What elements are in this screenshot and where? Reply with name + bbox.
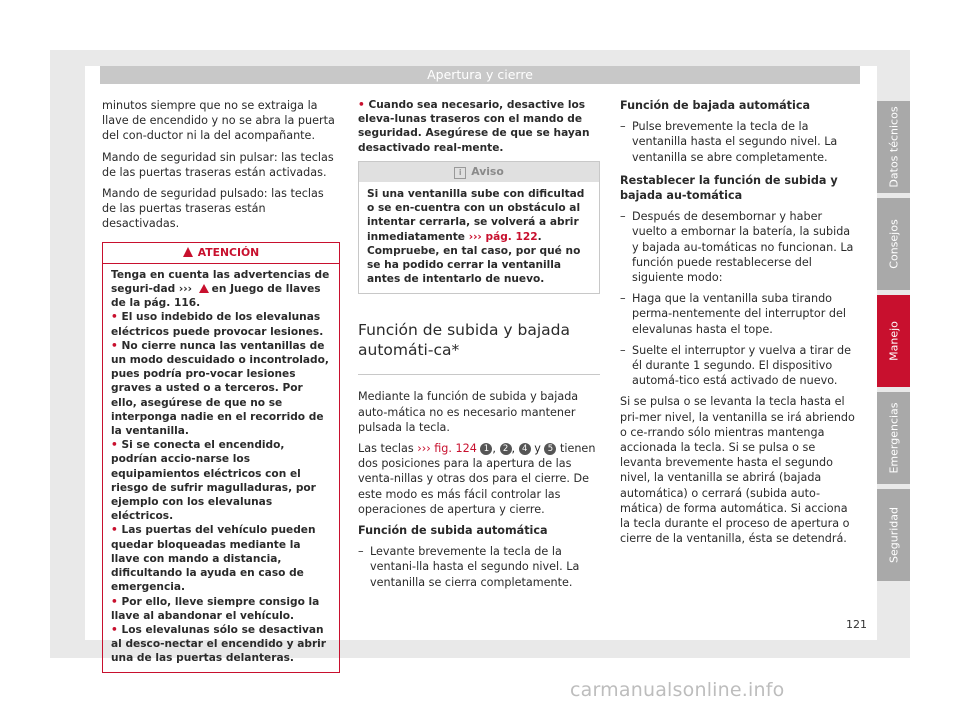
subheading: Restablecer la función de subida y bajada au-tomática — [620, 173, 838, 203]
warning-intro-link[interactable]: en Juego de llaves de la pág. 116. — [111, 283, 321, 310]
warning-item — [111, 623, 331, 666]
page-header: Apertura y cierre — [100, 66, 860, 84]
page-reference-link[interactable]: ››› pág. 122 — [468, 230, 538, 243]
separator: , — [492, 442, 496, 456]
note-header — [359, 162, 599, 182]
column-3 — [620, 98, 860, 552]
subheading: Función de bajada automática — [620, 99, 811, 112]
note-body — [359, 182, 599, 293]
warning-item-text: Por ello, lleve siempre consigo la llave al abandonar el vehículo. — [111, 595, 320, 622]
figure-reference-link[interactable]: ››› fig. 124 — [417, 442, 477, 456]
paragraph: Si se pulsa o se levanta la tecla hasta el pri-mer nivel, la ventanilla se irá abriendo o ce-rrando sólo mientras mantenga accionada la tecla. Si se pulsa o se levanta brevemente hasta el segundo nivel, la ventanilla se abrirá (bajada automática) o cerrará (subida auto-mática) de forma automática. Si acciona la tecla durante el proceso de apertura o cierre de la ventanilla, ésta se detendrá. — [620, 395, 855, 546]
warning-item — [111, 523, 331, 594]
bullet-icon: • — [111, 439, 118, 452]
watermark: carmanualsonline.info — [570, 679, 785, 701]
section-divider — [358, 374, 600, 375]
dash-list-item: – Levante brevemente la tecla de la ventani-lla hasta el segundo nivel. La ventanilla se cierra completamente. — [358, 544, 600, 590]
separator: y — [534, 442, 541, 456]
warning-item-text: El uso indebido de los elevalunas eléctricos puede provocar lesiones. — [111, 311, 324, 338]
warning-item — [111, 595, 331, 623]
info-icon: i — [454, 167, 466, 179]
bullet-icon: • — [358, 99, 365, 111]
callout-number: 1 — [480, 443, 492, 455]
dash-list-item: – Suelte el interruptor y vuelva a tirar de él durante 1 segundo. El dispositivo automá-tico está activado de nuevo. — [620, 343, 860, 389]
tab-label: Consejos — [887, 219, 900, 269]
warning-item — [111, 438, 331, 523]
page-number: 121 — [846, 618, 867, 631]
tab-emergencias[interactable] — [877, 392, 910, 484]
paragraph — [358, 441, 600, 517]
column-2 — [358, 98, 600, 596]
callout-number: 5 — [544, 443, 556, 455]
bullet-icon: • — [111, 595, 118, 608]
warning-triangle-icon — [199, 284, 209, 293]
warning-item-text: Si se conecta el encendido, podrían accio-narse los equipamientos eléctricos con el riesgo de sufrir magulladuras, por ejemplo con los elevalunas eléctricos. — [111, 439, 316, 523]
bullet-icon: • — [111, 623, 118, 636]
tab-label: Manejo — [887, 321, 900, 361]
warning-intro — [111, 268, 331, 311]
tab-manejo[interactable] — [877, 295, 910, 387]
bullet-icon: • — [111, 339, 118, 352]
tab-label: Seguridad — [887, 507, 900, 563]
warning-item — [111, 339, 331, 438]
bullet-icon: • — [111, 311, 118, 324]
warning-intro-text: Tenga en cuenta las advertencias de seguri-dad ››› — [111, 268, 330, 296]
warning-body — [103, 264, 339, 672]
tab-datos-tecnicos[interactable] — [877, 101, 910, 193]
section-title: Función de subida y bajada automáti-ca* — [358, 321, 570, 360]
note-text: . Compruebe, en tal caso, por qué no se ha podido cerrar la ventanilla antes de intentarlo de nuevo. — [367, 230, 581, 286]
bullet-icon: • — [111, 524, 118, 537]
warning-title: ATENCIÓN — [197, 245, 260, 259]
column-1 — [102, 98, 340, 673]
note-title: Aviso — [471, 164, 504, 178]
dash-list-item: – Después de desembornar y haber vuelto a embornar la batería, la subida y bajada au-tomáticas no funcionan. La función puede restablecerse del siguiente modo: — [620, 209, 860, 285]
dash-list-item: – Pulse brevemente la tecla de la ventanilla hasta el segundo nivel. La ventanilla se abre completamente. — [620, 119, 860, 165]
dash-list-item: – Haga que la ventanilla suba tirando perma-nentemente del interruptor del elevalunas hasta el tope. — [620, 291, 860, 337]
warning-item-text: No cierre nunca las ventanillas de un modo descuidado o incontrolado, pues podría pro-vocar lesiones graves a usted o a terceros. Por ello, asegúrese de que no se interponga nadie en el recorrido de la ventanilla. — [111, 339, 329, 438]
warning-item — [111, 310, 331, 338]
tab-label: Datos técnicos — [887, 106, 900, 188]
tab-seguridad[interactable] — [877, 489, 910, 581]
warning-header — [103, 243, 339, 264]
tab-consejos[interactable] — [877, 198, 910, 290]
warning-triangle-icon — [183, 247, 193, 257]
paragraph-text: Las teclas — [358, 442, 414, 456]
paragraph: Mando de seguridad sin pulsar: las teclas de las puertas traseras están activadas. — [102, 150, 334, 179]
callout-number: 4 — [519, 443, 531, 455]
paragraph-text: tienen dos posiciones para la apertura de las venta-nillas y otras dos para el cierre. De este modo es más fácil controlar las operaciones de apertura y cierre. — [358, 442, 596, 516]
warning-item-text: Las puertas del vehículo pueden quedar bloqueadas mediante la llave con mando a distancia, dificultando la ayuda en caso de emergencia. — [111, 524, 316, 594]
subheading: Función de subida automática — [358, 524, 548, 538]
note-box — [358, 161, 600, 295]
paragraph: Mando de seguridad pulsado: las teclas de las puertas traseras están desactivadas. — [102, 187, 324, 231]
warning-item-text: Los elevalunas sólo se desactivan al desco-nectar el encendido y abrir una de las puertas delanteras. — [111, 623, 327, 665]
warning-continuation-item — [358, 98, 600, 155]
paragraph: Mediante la función de subida y bajada auto-mática no es necesario mantener pulsada la tecla. — [358, 390, 579, 434]
warning-box — [102, 242, 340, 673]
warning-item-text: Cuando sea necesario, desactive los eleva-lunas traseros con el mando de seguridad. Asegúrese de que se hayan desactivado real-mente. — [358, 99, 590, 154]
paragraph: minutos siempre que no se extraiga la llave de encendido y no se abra la puerta del con-ductor ni la del acompañante. — [102, 99, 335, 143]
separator: , — [511, 442, 516, 456]
callout-number: 2 — [500, 443, 512, 455]
note-text: Si una ventanilla sube con dificultad o se en-cuentra con un obstáculo al intentar cerrarla, se volverá a abrir inmediatamente — [367, 188, 585, 243]
tab-label: Emergencias — [887, 402, 900, 474]
